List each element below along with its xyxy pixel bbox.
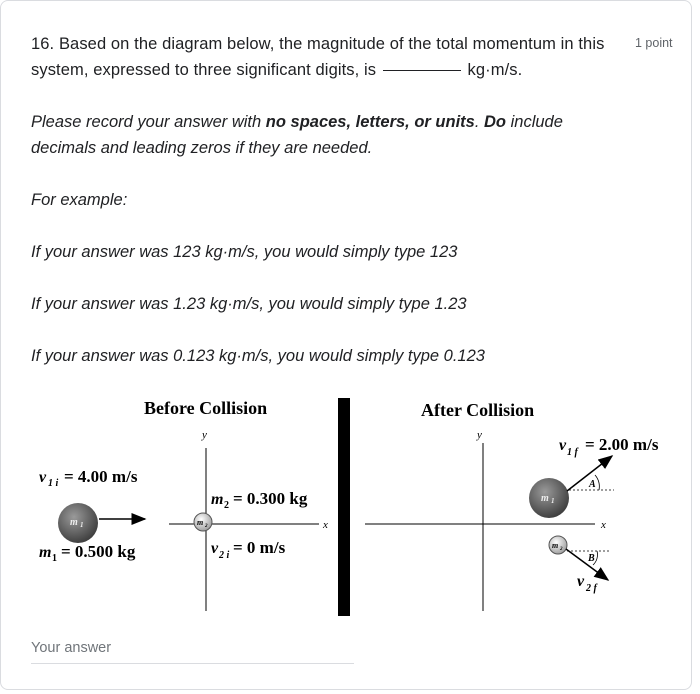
before-x-label: x — [323, 519, 328, 531]
instruction-bold-do: Do — [484, 113, 507, 131]
after-y-label: y — [477, 429, 482, 441]
angle-a-label: A — [589, 479, 596, 490]
answer-input[interactable]: Your answer — [31, 637, 354, 664]
v2f-subscript: 2 f — [586, 583, 597, 594]
ball-m2-after-label: m — [552, 541, 559, 550]
m2-symbol: m — [211, 491, 224, 508]
m1-symbol: m — [39, 544, 52, 561]
v2i-label: = 0 m/s — [233, 538, 286, 557]
v1f-symbol: v — [559, 437, 567, 454]
v1i-symbol: v — [39, 469, 47, 486]
for-example-label: For example: — [31, 191, 128, 209]
ball-m1-before-sub: 1 — [80, 521, 84, 529]
before-collision-title: Before Collision — [144, 398, 268, 418]
angle-b-label: B — [588, 553, 595, 564]
question-title — [31, 31, 621, 83]
divider-wall — [338, 398, 350, 616]
v2i-subscript: 2 i — [219, 550, 230, 561]
example-2: If your answer was 1.23 kg·m/s, you would simply type 1.23 — [31, 295, 467, 313]
instruction-bold: no spaces, letters, or units — [265, 113, 475, 131]
points-label: 1 point — [635, 36, 673, 50]
after-collision-title: After Collision — [421, 400, 535, 420]
ball-m2-after-sub: 2 — [560, 547, 563, 552]
ball-m2-before-label: m — [197, 518, 204, 527]
question-units: kg·m/s. — [467, 61, 523, 79]
instruction-line: Please record your answer with no spaces, letters, or units. Do include decimals and leading zeros if they are needed. — [31, 113, 563, 157]
ball-m1-after-label: m — [541, 493, 549, 504]
ball-m2-before-sub: 2 — [205, 524, 208, 529]
example-3: If your answer was 0.123 kg·m/s, you would simply type 0.123 — [31, 347, 485, 365]
ball-m1-after — [529, 478, 569, 518]
v1i-subscript: 1 i — [48, 478, 59, 489]
answer-blank — [383, 69, 461, 71]
v2f-symbol: v — [577, 573, 585, 590]
before-y-label: y — [202, 429, 207, 441]
m1-label: = 0.500 kg — [61, 542, 136, 561]
collision-diagram — [29, 393, 679, 618]
v1f-label: = 2.00 m/s — [585, 435, 659, 454]
example-1: If your answer was 123 kg·m/s, you would simply type 123 — [31, 243, 458, 261]
ball-m1-before — [58, 503, 98, 543]
question-description — [31, 109, 631, 369]
ball-m1-before-label: m — [70, 517, 78, 528]
v1f-subscript: 1 f — [567, 447, 578, 458]
v1i-label: = 4.00 m/s — [64, 467, 138, 486]
m1-subscript: 1 — [52, 553, 57, 564]
v2f-arrow — [566, 549, 608, 580]
v2i-symbol: v — [211, 540, 219, 557]
question-text: Based on the diagram below, the magnitude of the total momentum in this system, expressed to three significant digits, is — [31, 35, 605, 79]
m2-subscript: 2 — [224, 500, 229, 511]
question-number: 16. — [31, 35, 55, 53]
after-x-label: x — [601, 519, 606, 531]
ball-m1-after-sub: 1 — [551, 497, 555, 505]
m2-label: = 0.300 kg — [233, 489, 308, 508]
